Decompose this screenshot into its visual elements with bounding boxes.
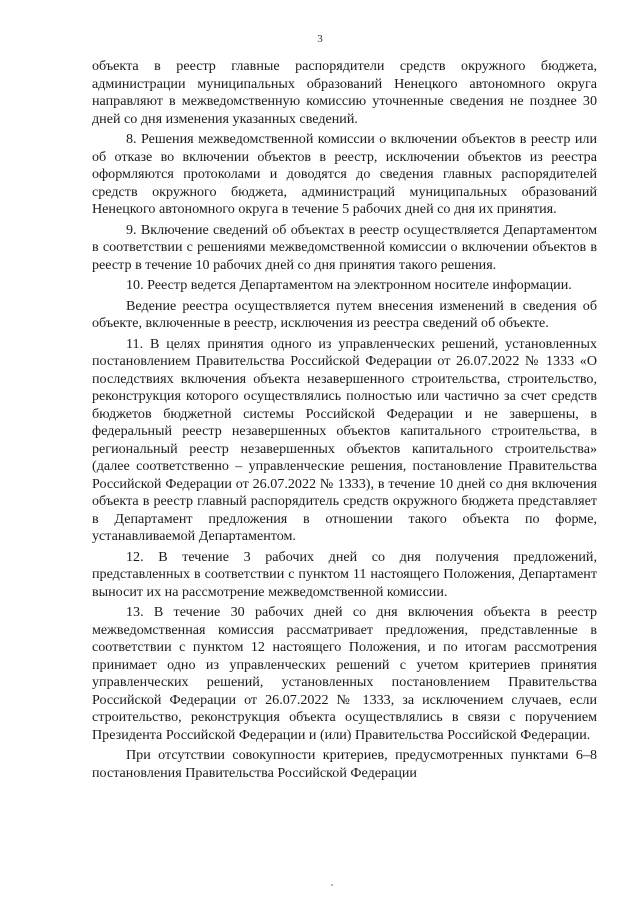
paragraph-item-8: 8. Решения межведомственной комиссии о включении объектов в реестр или об отказе во включении объектов в реестр, исключении объектов из реестра оформляются протоколами и доводятся до сведения главных распорядителей средств окружного бюджета, администраций муниципальных образований Ненецкого автономного округа в течение 5 рабочих дней со дня их принятия. [92,131,597,217]
scan-speck [331,884,333,886]
paragraph-criteria: При отсутствии совокупности критериев, предусмотренных пунктами 6–8 постановления Правительства Российской Федерации [92,747,597,781]
paragraph-item-10: 10. Реестр ведется Департаментом на электронном носителе информации. [126,277,572,293]
paragraph-continuation: объекта в реестр главные распорядители средств окружного бюджета, администрации муниципальных образований Ненецкого автономного округа направляют в межведомственную комиссию уточненные сведения не позднее 30 дней со дня изменения указанных сведений. [92,58,597,127]
document-body [92,58,597,782]
paragraph-registry-maintenance: Ведение реестра осуществляется путем внесения изменений в сведения об объекте, включенные в реестр, исключения из реестра сведений об объекте. [92,297,597,331]
paragraph-item-9: 9. Включение сведений об объектах в реестр осуществляется Департаментом в соответствии с решениями межведомственной комиссии о включении объектов в реестр в течение 10 рабочих дней со дня принятия такого решения. [92,221,597,273]
paragraph-item-11: 11. В целях принятия одного из управленческих решений, установленных постановлением Правительства Российской Федерации от 26.07.2022 № 1333 «О последствиях включения объекта незавершенного строительства, строительство, реконструкция которого осуществлялись полностью или частично за счет средств бюджетов бюджетной системы Российской Федерации и не завершены, в федеральный реестр незавершенных объектов капитального строительства, в региональный реестр незавершенных объектов капитального строительства» (далее соответственно – управленческие решения, постановление Правительства Российской Федерации от 26.07.2022 № 1333), в течение 10 дней со дня включения объекта в реестр главный распорядитель средств окружного бюджета представляет в Департамент предложения в отношении такого объекта по форме, устанавливаемой Департаментом. [92,335,597,544]
paragraph-item-12: 12. В течение 3 рабочих дней со дня получения предложений, представленных в соответствии с пунктом 11 настоящего Положения, Департамент выносит их на рассмотрение межведомственной комиссии. [92,548,597,600]
page-number: 3 [317,33,323,45]
paragraph-item-13: 13. В течение 30 рабочих дней со дня включения объекта в реестр межведомственная комиссия рассматривает предложения, представленные в соответствии с пунктом 12 настоящего Положения, и по итогам рассмотрения принимает одно из управленческих решений с учетом критериев принятия управленческих решений, установленных постановлением Правительства Российской Федерации от 26.07.2022 № 1333, за исключением случаев, если строительство, реконструкция объекта осуществлялись в связи с поручением Президента Российской Федерации и (или) Правительства Российской Федерации. [92,604,597,743]
